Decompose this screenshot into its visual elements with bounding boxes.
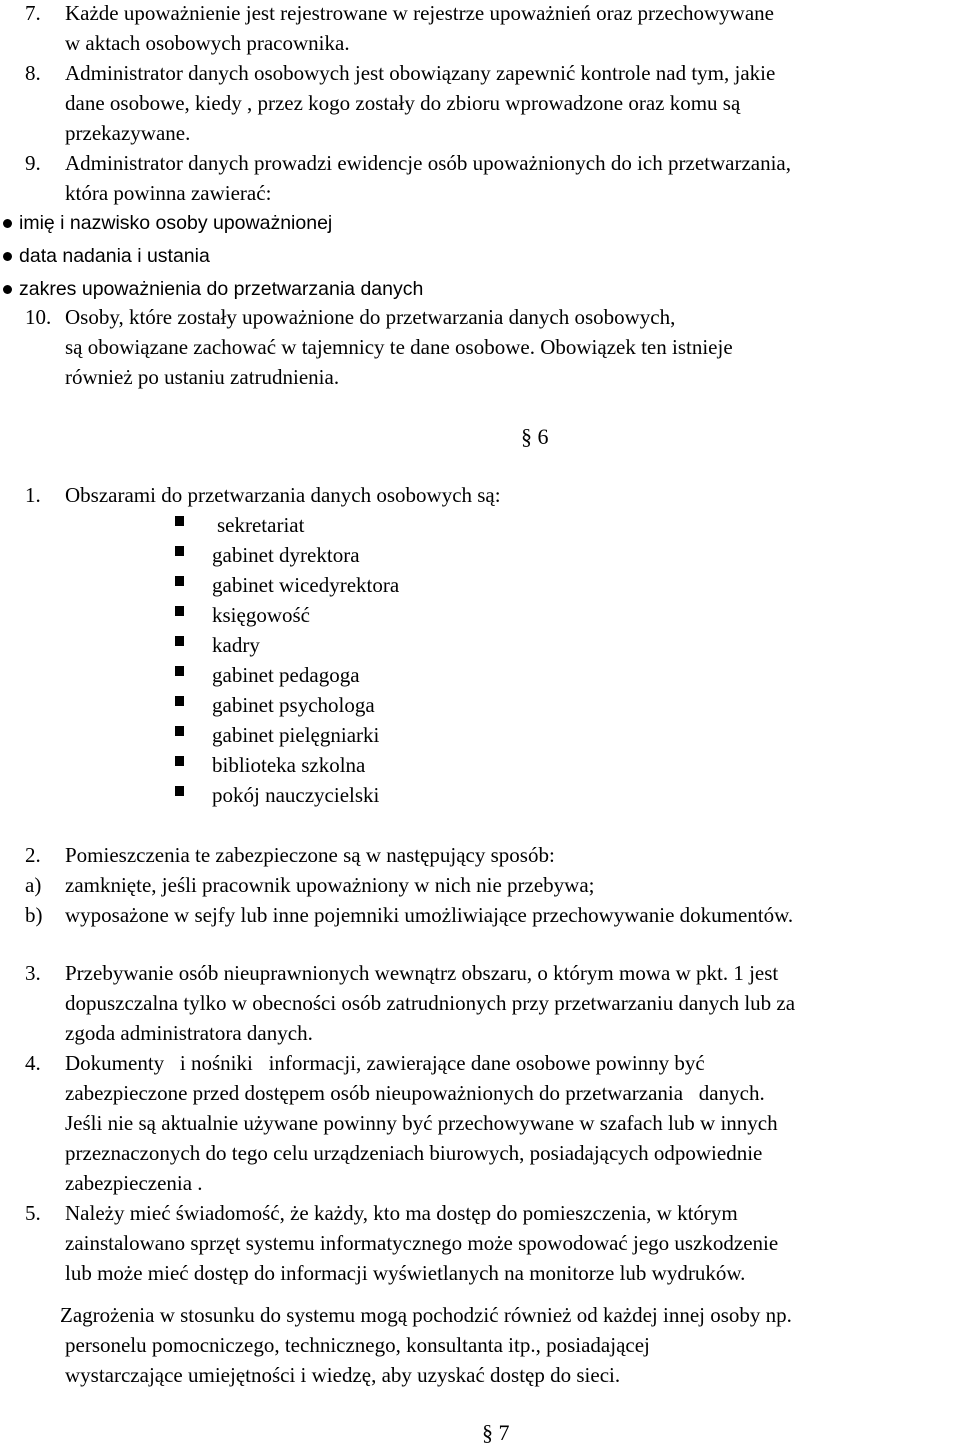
text-line: Obszarami do przetwarzania danych osobowych są: — [65, 483, 501, 507]
square-bullet-icon — [175, 726, 184, 736]
area-item: sekretariat — [217, 513, 305, 537]
paragraph-line: wystarczające umiejętności i wiedzę, aby uzyskać dostęp do sieci. — [65, 1363, 621, 1387]
area-item: biblioteka szkolna — [212, 753, 366, 777]
text-line: która powinna zawierać: — [65, 181, 272, 205]
area-item: kadry — [212, 633, 260, 657]
text-line: Należy mieć świadomość, że każdy, kto ma dostęp do pomieszczenia, w którym — [65, 1201, 738, 1225]
square-bullet-icon — [175, 546, 184, 556]
text-line: są obowiązane zachować w tajemnicy te dane osobowe. Obowiązek ten istnieje — [65, 335, 733, 359]
text-line: lub może mieć dostęp do informacji wyświetlanych na monitorze lub wydruków. — [65, 1261, 746, 1285]
area-item: księgowość — [212, 603, 310, 627]
area-item: pokój nauczycielski — [212, 783, 380, 807]
text-line: Dokumenty i nośniki informacji, zawierające dane osobowe powinny być — [65, 1051, 705, 1075]
paragraph-line: Zagrożenia w stosunku do systemu mogą pochodzić również od każdej innej osoby np. — [60, 1303, 792, 1327]
text-line: w aktach osobowych pracownika. — [65, 31, 350, 55]
item-number: 3. — [25, 961, 41, 985]
item-number: 5. — [25, 1201, 41, 1225]
text-line: zamknięte, jeśli pracownik upoważniony w nich nie przebywa; — [65, 873, 595, 897]
item-number: 8. — [25, 61, 41, 85]
bullet-icon — [3, 219, 12, 228]
area-item: gabinet wicedyrektora — [212, 573, 400, 597]
area-item: gabinet dyrektora — [212, 543, 360, 567]
square-bullet-icon — [175, 636, 184, 646]
section-heading: § 7 — [482, 1420, 510, 1445]
text-line: Pomieszczenia te zabezpieczone są w następujący sposób: — [65, 843, 555, 867]
text-line: zabezpieczone przed dostępem osób nieupoważnionych do przetwarzania danych. — [65, 1081, 765, 1105]
area-item: gabinet pedagoga — [212, 663, 360, 687]
section-heading: § 6 — [521, 424, 549, 449]
bullet-text: imię i nazwisko osoby upoważnionej — [19, 212, 333, 234]
area-item: gabinet psychologa — [212, 693, 375, 717]
text-line: przekazywane. — [65, 121, 191, 145]
bullet-icon — [3, 252, 12, 261]
text-line: wyposażone w sejfy lub inne pojemniki umożliwiające przechowywanie dokumentów. — [65, 903, 794, 927]
text-line: zabezpieczenia . — [65, 1171, 203, 1195]
item-number: 2. — [25, 843, 41, 867]
square-bullet-icon — [175, 576, 184, 586]
item-number: 1. — [25, 483, 41, 507]
text-line: dopuszczalna tylko w obecności osób zatrudnionych przy przetwarzaniu danych lub za — [65, 991, 796, 1015]
bullet-text: zakres upoważnienia do przetwarzania danych — [19, 278, 424, 300]
square-bullet-icon — [175, 786, 184, 796]
square-bullet-icon — [175, 756, 184, 766]
text-line: zainstalowano sprzęt systemu informatycznego może spowodować jego uszkodzenie — [65, 1231, 779, 1255]
text-line: dane osobowe, kiedy , przez kogo zostały do zbioru wprowadzone oraz komu są — [65, 91, 741, 115]
text-line: Administrator danych prowadzi ewidencje osób upoważnionych do ich przetwarzania, — [65, 151, 791, 175]
text-line: Jeśli nie są aktualnie używane powinny być przechowywane w szafach lub w innych — [65, 1111, 778, 1135]
text-line: zgoda administratora danych. — [65, 1021, 313, 1045]
text-line: Przebywanie osób nieuprawnionych wewnątrz obszaru, o którym mowa w pkt. 1 jest — [65, 961, 779, 985]
text-line: Osoby, które zostały upoważnione do przetwarzania danych osobowych, — [65, 305, 676, 329]
square-bullet-icon — [175, 516, 184, 526]
text-line: przeznaczonych do tego celu urządzeniach biurowych, posiadających odpowiednie — [65, 1141, 763, 1165]
text-line: Każde upoważnienie jest rejestrowane w rejestrze upoważnień oraz przechowywane — [65, 1, 774, 25]
item-number: 7. — [25, 1, 41, 25]
item-number: 4. — [25, 1051, 41, 1075]
bullet-text: data nadania i ustania — [19, 245, 210, 267]
square-bullet-icon — [175, 606, 184, 616]
square-bullet-icon — [175, 666, 184, 676]
square-bullet-icon — [175, 696, 184, 706]
paragraph-line: personelu pomocniczego, technicznego, konsultanta itp., posiadającej — [65, 1333, 650, 1357]
item-number: 9. — [25, 151, 41, 175]
area-item: gabinet pielęgniarki — [212, 723, 380, 747]
item-number: 10. — [25, 305, 52, 329]
text-line: również po ustaniu zatrudnienia. — [65, 365, 340, 389]
sub-item-letter: a) — [25, 873, 42, 897]
bullet-icon — [3, 285, 12, 294]
text-line: Administrator danych osobowych jest obowiązany zapewnić kontrole nad tym, jakie — [65, 61, 776, 85]
sub-item-letter: b) — [25, 903, 43, 927]
